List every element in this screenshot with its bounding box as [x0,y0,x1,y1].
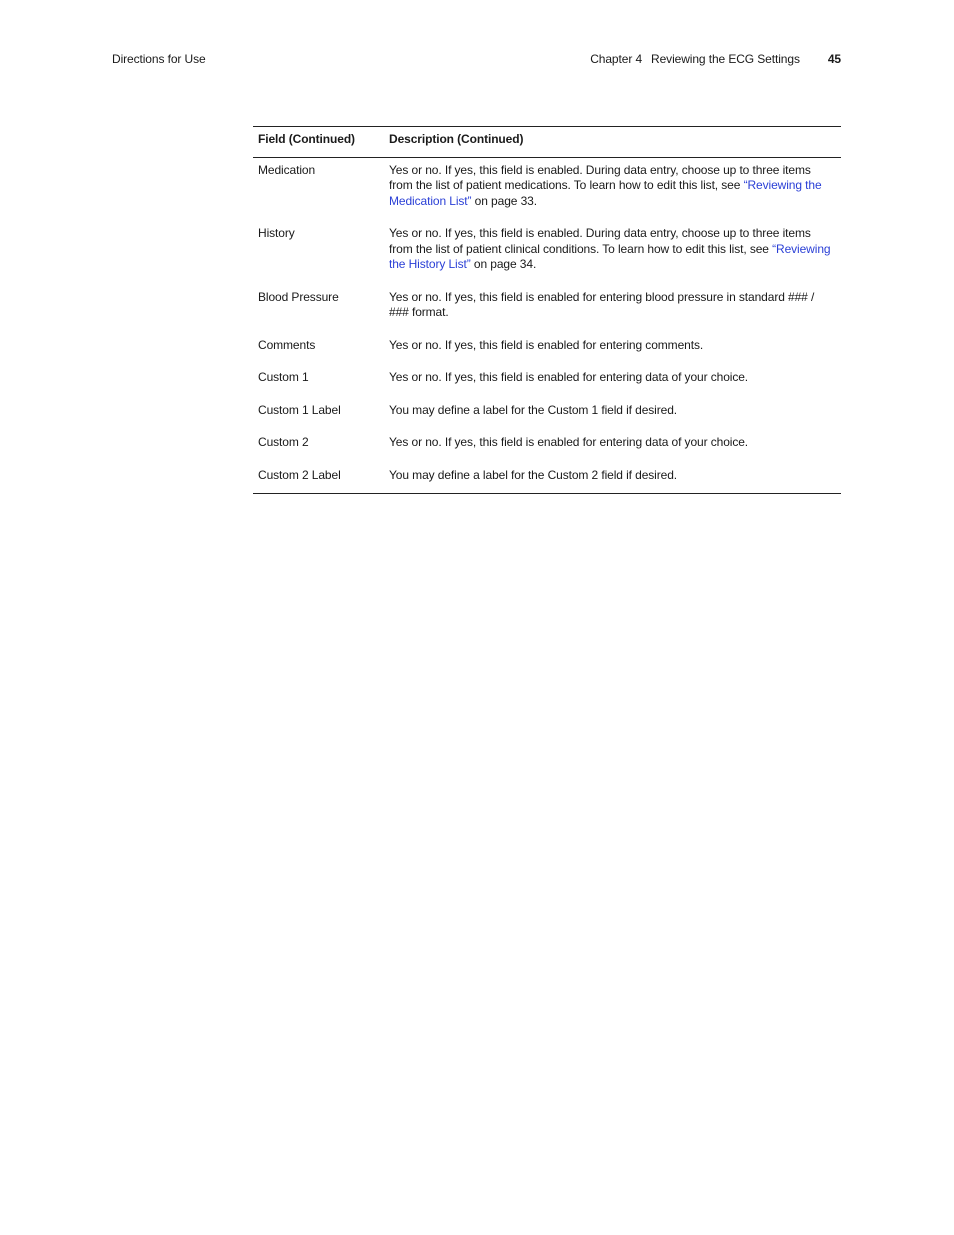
table-row [253,468,841,494]
field-name: History [258,226,295,240]
column-header-field: Field (Continued) [258,132,355,146]
field-name: Comments [258,337,316,352]
field-name: Custom 1 Label [258,402,341,417]
table-row [253,403,841,436]
field-description: You may define a label for the Custom 2 field if desired. [389,467,678,482]
field-description [384,226,841,290]
description-text: on page 33. [471,193,537,208]
field-name: Medication [258,162,316,177]
description-text: Yes or no. If yes, this field is enabled. During data entry, choose up to three items from the list of patient medications. To learn how to edit this list, see [389,162,811,192]
description-text: on page 34. [470,257,537,271]
table-row [253,290,841,338]
table-header-row [253,127,841,158]
chapter-number: Chapter 4 [590,52,643,66]
page-number: 45 [827,52,841,66]
column-header-description: Description (Continued) [389,132,524,146]
chapter-title: Reviewing the ECG Settings [651,52,800,66]
description-text: Yes or no. If yes, this field is enabled. During data entry, choose up to three items from the list of patient clinical conditions. To learn how to edit this list, see [389,226,811,256]
table-row [253,157,841,226]
table-row [253,370,841,403]
field-description-table [253,126,841,494]
table-row [253,226,841,290]
cross-reference-link[interactable]: “Reviewing the Medication List” [389,178,822,208]
running-header-right [590,52,841,66]
field-description: Yes or no. If yes, this field is enabled for entering comments. [389,337,704,352]
field-description [384,157,841,226]
field-name: Custom 2 Label [258,467,341,482]
field-name: Custom 1 [258,370,309,384]
running-header-left: Directions for Use [112,52,206,66]
field-description: Yes or no. If yes, this field is enabled for entering data of your choice. [389,370,749,384]
field-description: Yes or no. If yes, this field is enabled for entering blood pressure in standard ### / ### format. [389,289,815,319]
field-name: Custom 2 [258,435,309,449]
table-row [253,338,841,371]
table-row [253,435,841,468]
field-name: Blood Pressure [258,289,339,304]
cross-reference-link[interactable]: “Reviewing the History List” [389,241,831,271]
field-description: You may define a label for the Custom 1 field if desired. [389,402,678,417]
field-description: Yes or no. If yes, this field is enabled for entering data of your choice. [389,435,749,449]
